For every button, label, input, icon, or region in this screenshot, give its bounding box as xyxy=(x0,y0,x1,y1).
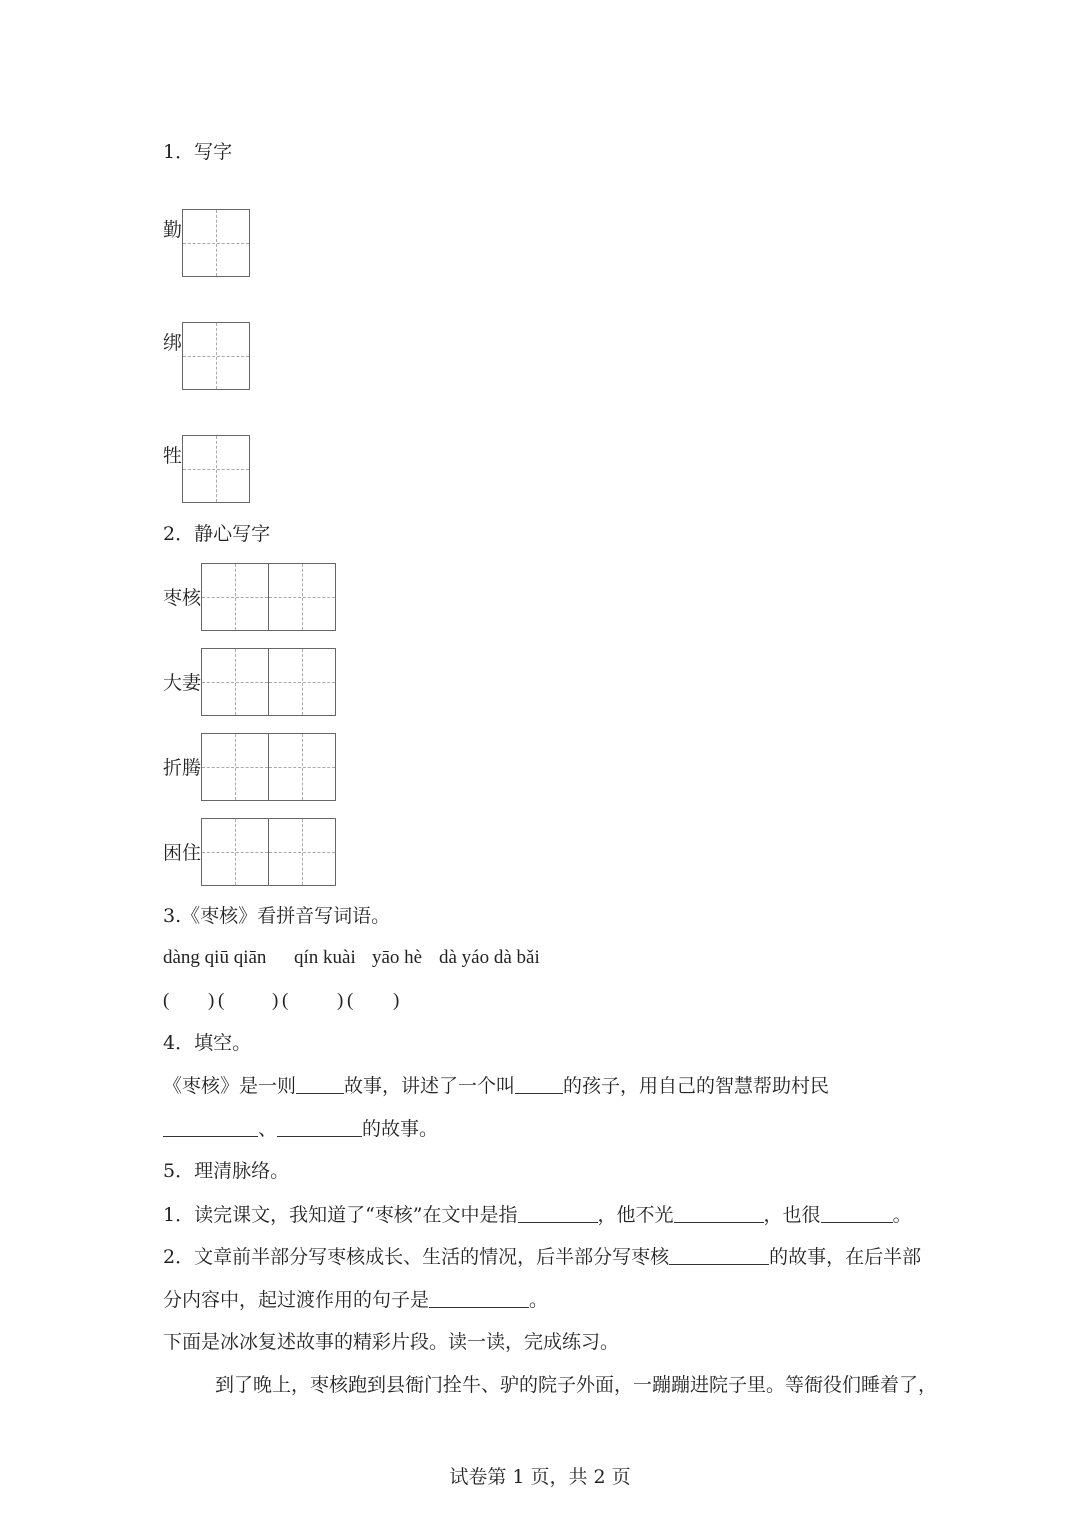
q2-title: 2．静心写字 xyxy=(163,523,271,545)
passage-intro: 下面是冰冰复述故事的精彩片段。读一读，完成练习。 xyxy=(163,1331,620,1353)
pinyin: dàng qiū qiān xyxy=(163,947,267,968)
writing-grid[interactable] xyxy=(268,818,336,886)
q1-char-label: 牲 xyxy=(163,445,183,467)
pinyin: dà yáo dà bǎi xyxy=(439,947,540,968)
q5-text: ，也很 xyxy=(763,1204,821,1226)
q5-text: 。 xyxy=(892,1204,912,1226)
writing-grid[interactable] xyxy=(201,563,269,631)
q5-text: 的故事，在后半部 xyxy=(769,1246,922,1268)
writing-grid[interactable] xyxy=(268,733,336,801)
q1-char-label: 绑 xyxy=(163,332,183,354)
q1-char-label: 勤 xyxy=(163,219,183,241)
q5-title: 5．理清脉络。 xyxy=(163,1160,290,1182)
q5-text: ，他不光 xyxy=(597,1204,674,1226)
answer-bracket[interactable]: ( xyxy=(347,990,354,1011)
pinyin: yāo hè xyxy=(372,947,423,968)
fill-blank[interactable] xyxy=(296,1075,344,1094)
q5-sub-2-cont xyxy=(163,1288,548,1312)
writing-grid[interactable] xyxy=(268,648,336,716)
q2-word-label: 枣核 xyxy=(163,587,202,609)
q4-text: 、 xyxy=(258,1118,278,1140)
q4-title: 4．填空。 xyxy=(163,1032,252,1054)
page-footer: 试卷第 1 页，共 2 页 xyxy=(449,1466,631,1488)
q5-text: 1．读完课文，我知道了“枣核”在文中是指 xyxy=(163,1204,518,1226)
q5-text: 分内容中，起过渡作用的句子是 xyxy=(163,1289,430,1311)
q4-text: 《枣核》是一则 xyxy=(163,1075,297,1097)
answer-bracket[interactable]: ( xyxy=(218,990,225,1011)
writing-grid[interactable] xyxy=(268,563,336,631)
q5-sub-1 xyxy=(163,1203,912,1227)
writing-grid[interactable] xyxy=(201,818,269,886)
answer-bracket[interactable]: ) xyxy=(208,990,215,1011)
q3-title: 3.《枣核》看拼音写词语。 xyxy=(163,905,391,927)
fill-blank[interactable] xyxy=(515,1075,563,1094)
fill-blank[interactable] xyxy=(429,1289,529,1308)
q4-line-2 xyxy=(163,1117,438,1141)
q1-title: 1．写字 xyxy=(163,141,233,163)
q2-word-label: 折腾 xyxy=(163,757,202,779)
passage-text: 到了晚上，枣核跑到县衙门拴牛、驴的院子外面，一蹦蹦进院子里。等衙役们睡着了， xyxy=(215,1374,938,1396)
q2-word-label: 困住 xyxy=(163,842,202,864)
q5-text: 2．文章前半部分写枣核成长、生活的情况，后半部分写枣核 xyxy=(163,1246,670,1268)
answer-bracket[interactable]: ) xyxy=(337,990,344,1011)
q5-sub-2 xyxy=(163,1245,921,1269)
fill-blank[interactable] xyxy=(277,1118,362,1137)
answer-bracket[interactable]: ) xyxy=(272,990,279,1011)
q4-text: 故事，讲述了一个叫 xyxy=(344,1075,516,1097)
answer-bracket[interactable]: ) xyxy=(393,990,400,1011)
q2-word-label: 大妻 xyxy=(163,672,202,694)
q4-text: 的孩子，用自己的智慧帮助村民 xyxy=(563,1075,830,1097)
writing-grid[interactable] xyxy=(182,435,250,503)
q4-line-1 xyxy=(163,1074,829,1098)
answer-bracket[interactable]: ( xyxy=(282,990,289,1011)
fill-blank[interactable] xyxy=(669,1246,769,1265)
q4-text: 的故事。 xyxy=(362,1118,439,1140)
q5-text: 。 xyxy=(529,1289,549,1311)
fill-blank[interactable] xyxy=(821,1204,893,1223)
pinyin: qín kuài xyxy=(294,947,356,968)
fill-blank[interactable] xyxy=(518,1204,598,1223)
fill-blank[interactable] xyxy=(674,1204,764,1223)
writing-grid[interactable] xyxy=(182,209,250,277)
writing-grid[interactable] xyxy=(201,733,269,801)
writing-grid[interactable] xyxy=(182,322,250,390)
fill-blank[interactable] xyxy=(163,1118,258,1137)
writing-grid[interactable] xyxy=(201,648,269,716)
answer-bracket[interactable]: ( xyxy=(163,990,170,1011)
